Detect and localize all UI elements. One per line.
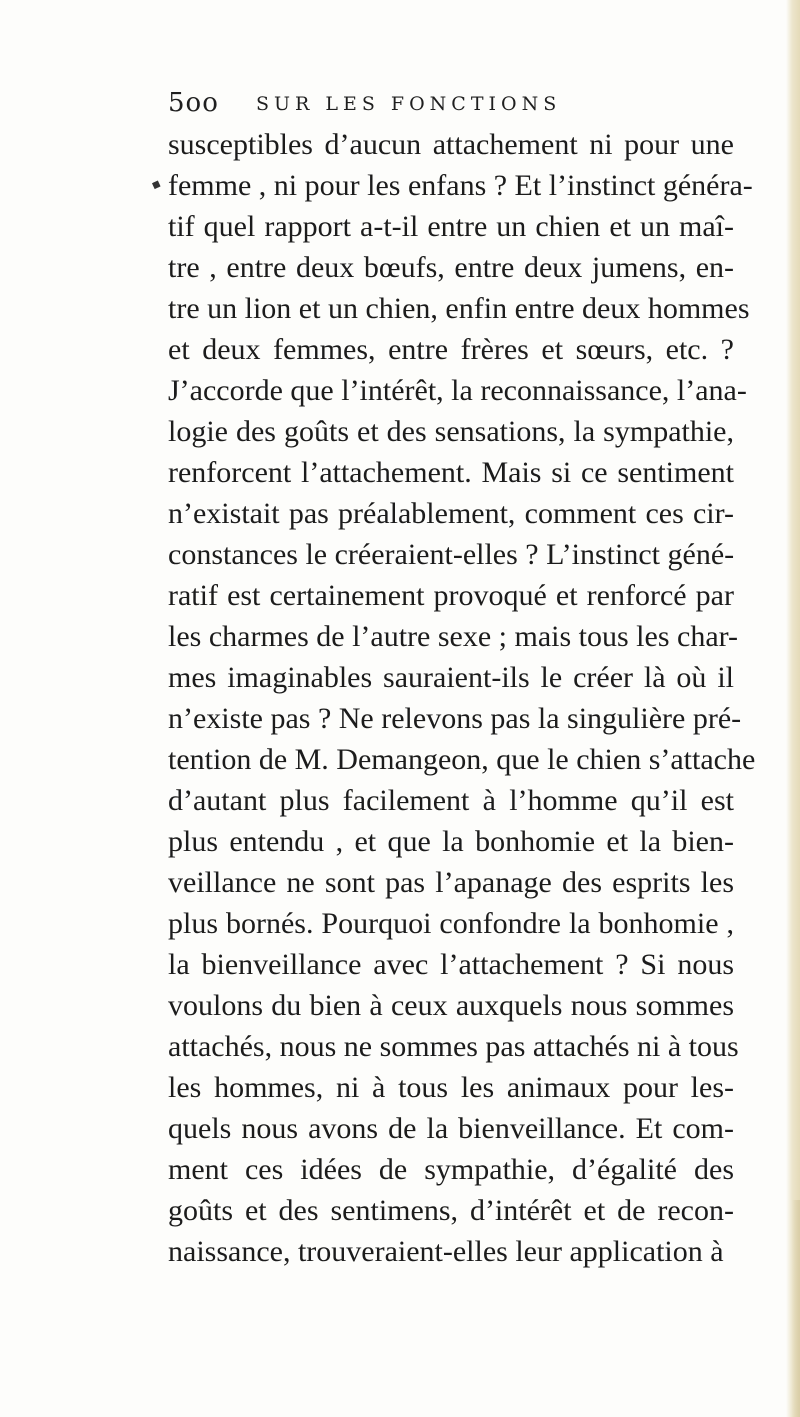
text-line: les charmes de l’autre sexe ; mais tous les char- [168, 620, 739, 653]
text-line: goûts et des sentimens, d’intérêt et de recon- [168, 1194, 734, 1227]
ink-speck-icon: ◆ [149, 175, 164, 193]
text-line: la bienveillance avec l’attachement ? Si nous [168, 948, 734, 981]
text-line: tention de M. Demangeon, que le chien s’attache [168, 743, 756, 776]
running-head [168, 84, 728, 124]
body-text [168, 124, 756, 1272]
text-line: tif quel rapport a-t-il entre un chien et un maî- [168, 210, 734, 243]
text-line: ment ces idées de sympathie, d’égalité des [168, 1153, 734, 1186]
text-line: mes imaginables sauraient-ils le créer là où il [168, 661, 734, 694]
text-line: tre un lion et un chien, enfin entre deux hommes [168, 292, 750, 325]
text-line: quels nous avons de la bienveillance. Et com- [168, 1112, 734, 1145]
text-line: n’existe pas ? Ne relevons pas la singulière pré- [168, 702, 742, 735]
text-line: les hommes, ni à tous les animaux pour les- [168, 1071, 734, 1104]
text-line: naissance, trouveraient-elles leur application à [168, 1235, 724, 1268]
text-line: plus entendu , et que la bonhomie et la bien- [168, 825, 734, 858]
page-number: 5oo [168, 88, 219, 118]
text-line: et deux femmes, entre frères et sœurs, etc. ? [168, 333, 734, 366]
page-edge-stain [792, 1200, 800, 1417]
text-line: susceptibles d’aucun attachement ni pour une [168, 128, 734, 161]
text-line: plus bornés. Pourquoi confondre la bonhomie , [168, 907, 734, 940]
text-line: constances le créeraient-elles ? L’instinct géné- [168, 538, 735, 571]
text-line: d’autant plus facilement à l’homme qu’il est [168, 784, 734, 817]
text-line: femme , ni pour les enfans ? Et l’instinct généra- [168, 169, 753, 202]
text-line: ratif est certainement provoqué et renforcé par [168, 579, 734, 612]
text-line: attachés, nous ne sommes pas attachés ni à tous [168, 1030, 739, 1063]
running-head-title: SUR LES FONCTIONS [256, 93, 562, 115]
text-line: J’accorde que l’intérêt, la reconnaissance, l’ana- [168, 374, 747, 407]
text-line: n’existait pas préalablement, comment ces cir- [168, 497, 734, 530]
text-line: tre , entre deux bœufs, entre deux jumens, en- [168, 251, 734, 284]
text-line: logie des goûts et des sensations, la sympathie, [168, 415, 734, 448]
text-line: veillance ne sont pas l’apanage des esprits les [168, 866, 734, 899]
text-line: voulons du bien à ceux auxquels nous sommes [168, 989, 734, 1022]
text-line: renforcent l’attachement. Mais si ce sentiment [168, 456, 734, 489]
